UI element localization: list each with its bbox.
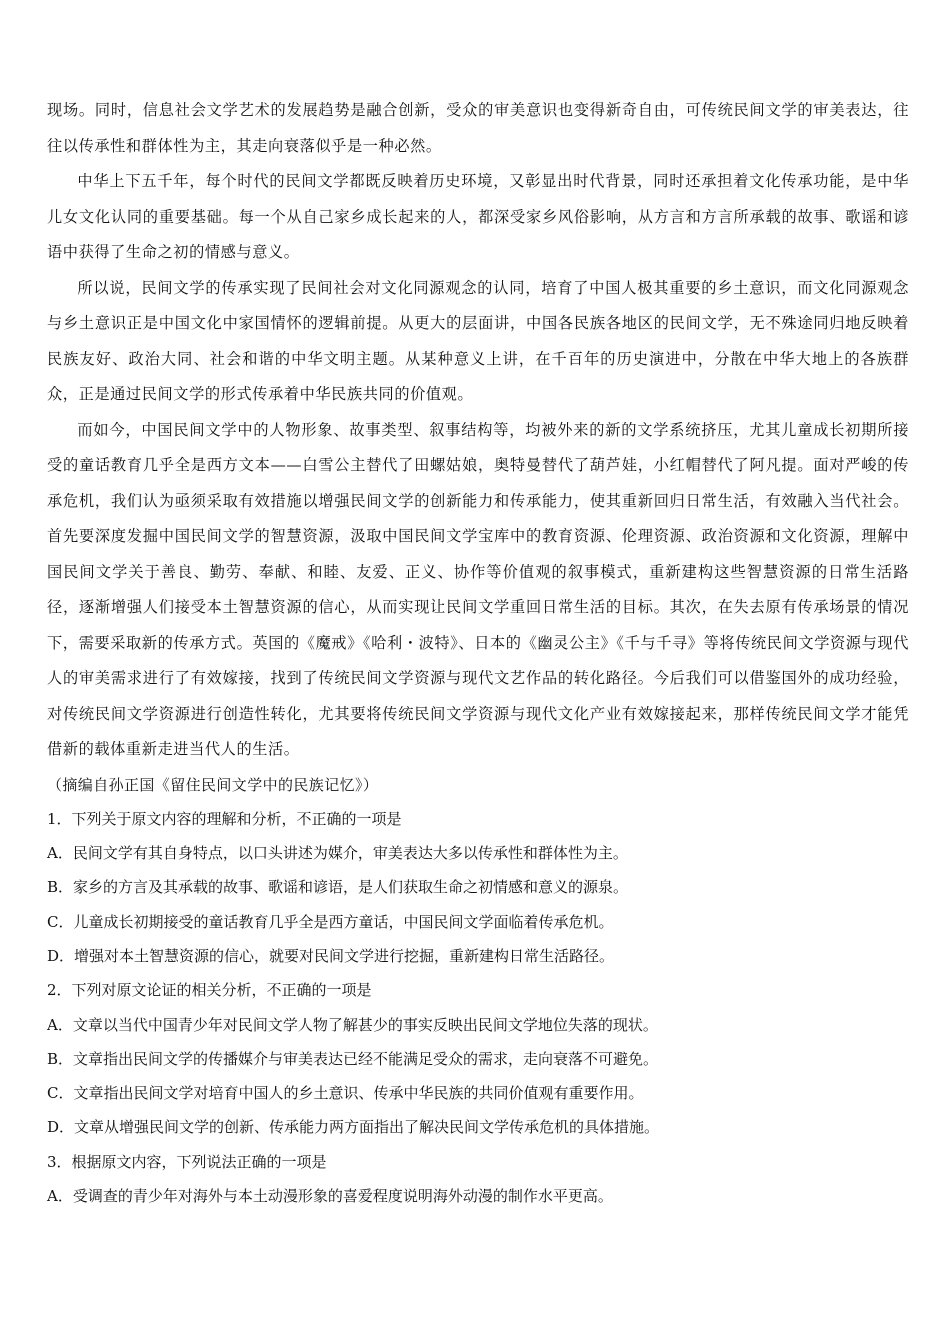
question-3 xyxy=(47,1145,909,1214)
passage-paragraph: 所以说，民间文学的传承实现了民间社会对文化同源观念的认同，培育了中国人极其重要的乡土意识，而文化同源观念与乡土意识正是中国文化中家国情怀的逻辑前提。从更大的层面讲，中国各民族各地区的民间文学，无不殊途同归地反映着民族友好、政治大同、社会和谐的中华文明主题。从某种意义上讲，在千百年的历史演进中，分散在中华大地上的各族群众，正是通过民间文学的形式传承着中华民族共同的价值观。 xyxy=(47,278,909,403)
question-stem: 3．根据原文内容，下列说法正确的一项是 xyxy=(47,1152,327,1171)
passage-source: （摘编自孙正国《留住民间文学中的民族记忆》） xyxy=(47,775,379,794)
exam-page xyxy=(47,93,909,1213)
passage-paragraph: 而如今，中国民间文学中的人物形象、故事类型、叙事结构等，均被外来的新的文学系统挤压，尤其儿童成长初期所接受的童话教育几乎全是西方文本——白雪公主替代了田螺姑娘，奥特曼替代了葫芦娃，小红帽替代了阿凡提。面对严峻的传承危机，我们认为亟须采取有效措施以增强民间文学的创新能力和传承能力，使其重新回归日常生活，有效融入当代社会。首先要深度发掘中国民间文学的智慧资源，汲取中国民间文学宝库中的教育资源、伦理资源、政治资源和文化资源，理解中国民间文学关于善良、勤劳、奉献、和睦、友爱、正义、协作等价值观的叙事模式，重新建构这些智慧资源的日常生活路径，逐渐增强人们接受本土智慧资源的信心，从而实现让民间文学重回日常生活的目标。其次，在失去原有传承场景的情况下，需要采取新的传承方式。英国的《魔戒》《哈利・波特》、日本的《幽灵公主》《千与千寻》等将传统民间文学资源与现代人的审美需求进行了有效嫁接，找到了传统民间文学资源与现代文艺作品的转化路径。今后我们可以借鉴国外的成功经验，对传统民间文学资源进行创造性转化，尤其要将传统民间文学资源与现代文化产业有效嫁接起来，那样传统民间文学才能凭借新的载体重新走进当代人的生活。 xyxy=(47,420,909,758)
question-list xyxy=(47,802,909,1214)
reading-passage xyxy=(47,93,909,802)
option-c: C．儿童成长初期接受的童话教育几乎全是西方童话，中国民间文学面临着传承危机。 xyxy=(47,912,614,931)
option-a: A．受调查的青少年对海外与本土动漫形象的喜爱程度说明海外动漫的制作水平更高。 xyxy=(47,1187,613,1206)
passage-paragraph: 现场。同时，信息社会文学艺术的发展趋势是融合创新，受众的审美意识也变得新奇自由，可传统民间文学的审美表达，往往以传承性和群体性为主，其走向衰落似乎是一种必然。 xyxy=(47,101,909,155)
question-2 xyxy=(47,973,909,1144)
passage-paragraph: 中华上下五千年，每个时代的民间文学都既反映着历史环境，又彰显出时代背景，同时还承担着文化传承功能，是中华儿女文化认同的重要基础。每一个从自己家乡成长起来的人，都深受家乡风俗影响，从方言和方言所承载的故事、歌谣和谚语中获得了生命之初的情感与意义。 xyxy=(47,172,909,261)
option-d: D．文章从增强民间文学的创新、传承能力两方面指出了解决民间文学传承危机的具体措施。 xyxy=(47,1118,660,1137)
option-d: D．增强对本土智慧资源的信心，就要对民间文学进行挖掘，重新建构日常生活路径。 xyxy=(47,946,615,965)
question-stem: 1．下列关于原文内容的理解和分析，不正确的一项是 xyxy=(47,809,402,828)
option-a: A．民间文学有其自身特点，以口头讲述为媒介，审美表达大多以传承性和群体性为主。 xyxy=(47,844,628,863)
option-b: B．文章指出民间文学的传播媒介与审美表达已经不能满足受众的需求，走向衰落不可避免。 xyxy=(47,1049,659,1068)
option-a: A．文章以当代中国青少年对民间文学人物了解甚少的事实反映出民间文学地位失落的现状。 xyxy=(47,1015,658,1034)
option-b: B．家乡的方言及其承载的故事、歌谣和谚语，是人们获取生命之初情感和意义的源泉。 xyxy=(47,878,629,897)
option-c: C．文章指出民间文学对培育中国人的乡土意识、传承中华民族的共同价值观有重要作用。 xyxy=(47,1084,644,1103)
question-stem: 2．下列对原文论证的相关分析，不正确的一项是 xyxy=(47,981,372,1000)
question-1 xyxy=(47,802,909,973)
